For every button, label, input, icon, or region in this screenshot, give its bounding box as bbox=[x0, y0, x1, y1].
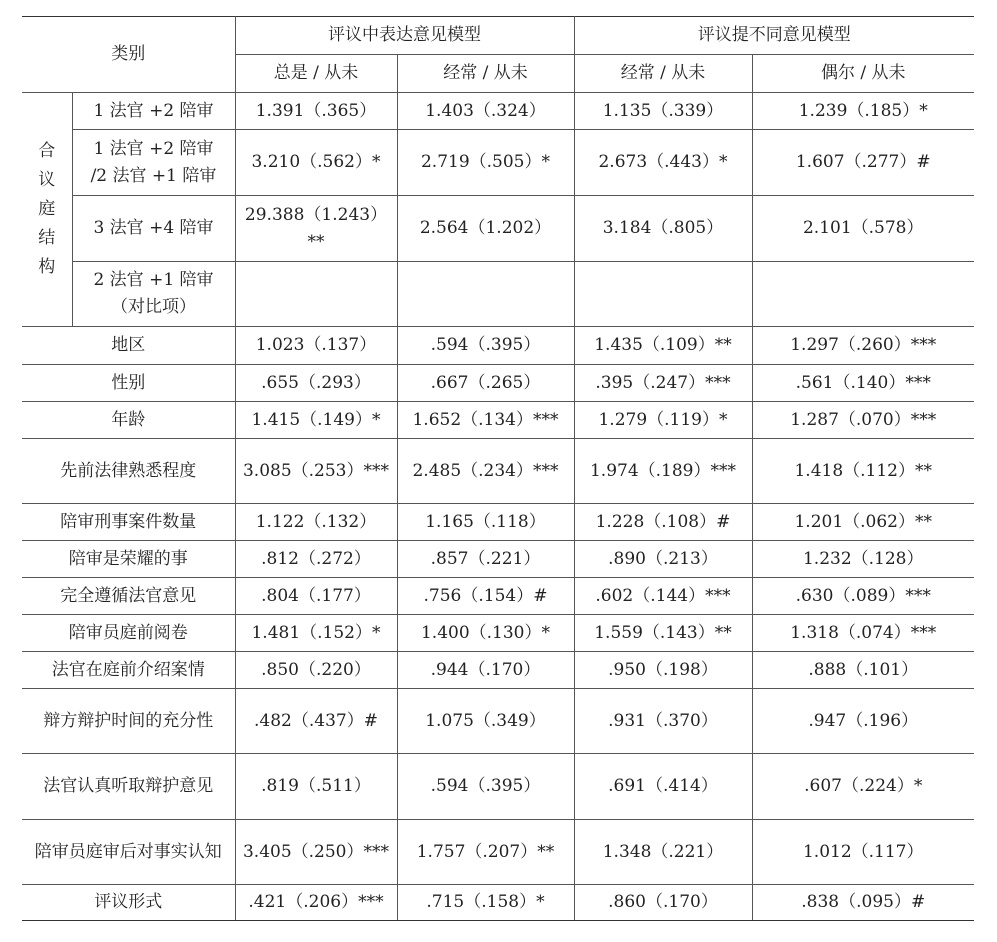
table-cell: .395（.247）*** bbox=[574, 365, 752, 402]
table-row bbox=[22, 689, 974, 754]
table-cell: .715（.158）* bbox=[397, 885, 574, 921]
table-row bbox=[22, 93, 974, 130]
row-label bbox=[72, 93, 235, 130]
table-cell: 1.201（.062）** bbox=[752, 504, 974, 541]
row-label: 完全遵循法官意见 bbox=[22, 578, 235, 615]
table-cell: .857（.221） bbox=[397, 541, 574, 578]
table-cell: .812（.272） bbox=[235, 541, 397, 578]
group-label-char: 庭 bbox=[38, 199, 56, 219]
group-label-char: 议 bbox=[38, 170, 56, 190]
row-label: 法官在庭前介绍案情 bbox=[22, 652, 235, 689]
row-label: 年龄 bbox=[22, 402, 235, 439]
table-cell: .594（.395） bbox=[397, 754, 574, 820]
table-cell: .931（.370） bbox=[574, 689, 752, 754]
table-cell: .756（.154）# bbox=[397, 578, 574, 615]
row-label: 先前法律熟悉程度 bbox=[22, 439, 235, 504]
table-cell: 3.405（.250）*** bbox=[235, 820, 397, 885]
table-cell: 1.415（.149）* bbox=[235, 402, 397, 439]
table-cell: 2.564（1.202） bbox=[397, 196, 574, 262]
row-label: 陪审员庭前阅卷 bbox=[22, 615, 235, 652]
table-row bbox=[22, 439, 974, 504]
table-cell: 1.652（.134）*** bbox=[397, 402, 574, 439]
table-cell: .607（.224）* bbox=[752, 754, 974, 820]
model-dissent-header: 评议提不同意见模型 bbox=[574, 17, 974, 55]
table-cell: .655（.293） bbox=[235, 365, 397, 402]
table-cell bbox=[397, 262, 574, 327]
group-label-char: 结 bbox=[38, 228, 56, 248]
row-label-line: 3 法官 +4 陪审 bbox=[93, 218, 214, 238]
table-cell: 1.559（.143）** bbox=[574, 615, 752, 652]
table-cell: 3.210（.562）* bbox=[235, 130, 397, 196]
table-cell: 29.388（1.243）** bbox=[235, 196, 397, 262]
table-cell: 1.481（.152）* bbox=[235, 615, 397, 652]
table-cell: 1.297（.260）*** bbox=[752, 327, 974, 365]
table-cell: 1.418（.112）** bbox=[752, 439, 974, 504]
table-cell: 1.135（.339） bbox=[574, 93, 752, 130]
table-cell: 1.012（.117） bbox=[752, 820, 974, 885]
table-cell: 1.435（.109）** bbox=[574, 327, 752, 365]
row-label: 陪审员庭审后对事实认知 bbox=[22, 820, 235, 885]
group-label-char: 构 bbox=[38, 257, 56, 277]
table-cell bbox=[752, 262, 974, 327]
group-label bbox=[22, 93, 72, 327]
table-cell: .667（.265） bbox=[397, 365, 574, 402]
table-row bbox=[22, 652, 974, 689]
table-row bbox=[22, 541, 974, 578]
row-label bbox=[72, 262, 235, 327]
table-cell bbox=[574, 262, 752, 327]
table-cell: .482（.437）# bbox=[235, 689, 397, 754]
table-cell: 1.165（.118） bbox=[397, 504, 574, 541]
table-cell: 1.757（.207）** bbox=[397, 820, 574, 885]
table-cell: 1.228（.108）# bbox=[574, 504, 752, 541]
table-row bbox=[22, 885, 974, 921]
table-cell: 1.239（.185）* bbox=[752, 93, 974, 130]
row-label: 地区 bbox=[22, 327, 235, 365]
row-label: 陪审刑事案件数量 bbox=[22, 504, 235, 541]
table-cell: 3.085（.253）*** bbox=[235, 439, 397, 504]
table-cell: 3.184（.805） bbox=[574, 196, 752, 262]
table-row bbox=[22, 365, 974, 402]
table-row bbox=[22, 504, 974, 541]
table-cell: 1.348（.221） bbox=[574, 820, 752, 885]
table-row bbox=[22, 615, 974, 652]
subheader-sometimes-never: 偶尔 / 从未 bbox=[752, 55, 974, 93]
table-row bbox=[22, 196, 974, 262]
table-cell: 1.023（.137） bbox=[235, 327, 397, 365]
table-cell: .860（.170） bbox=[574, 885, 752, 921]
row-label: 辩方辩护时间的充分性 bbox=[22, 689, 235, 754]
table-cell: .838（.095）# bbox=[752, 885, 974, 921]
table-cell: .421（.206）*** bbox=[235, 885, 397, 921]
table-cell: 1.391（.365） bbox=[235, 93, 397, 130]
row-label bbox=[72, 196, 235, 262]
table-cell: .890（.213） bbox=[574, 541, 752, 578]
model-expression-header: 评议中表达意见模型 bbox=[235, 17, 574, 55]
table-cell: .888（.101） bbox=[752, 652, 974, 689]
table-cell: .691（.414） bbox=[574, 754, 752, 820]
table-cell bbox=[235, 262, 397, 327]
table-cell: .944（.170） bbox=[397, 652, 574, 689]
subheader-always-never: 总是 / 从未 bbox=[235, 55, 397, 93]
row-label-line: （对比项） bbox=[111, 297, 196, 317]
table-cell: 2.101（.578） bbox=[752, 196, 974, 262]
group-label-char: 合 bbox=[38, 141, 56, 161]
row-label-line: 1 法官 +2 陪审 bbox=[93, 100, 214, 121]
table-cell: 1.403（.324） bbox=[397, 93, 574, 130]
table-cell: 2.719（.505）* bbox=[397, 130, 574, 196]
table-cell: .561（.140）*** bbox=[752, 365, 974, 402]
table-row bbox=[22, 262, 974, 327]
table-cell: 1.279（.119）* bbox=[574, 402, 752, 439]
header-row-models bbox=[22, 17, 974, 55]
row-label: 评议形式 bbox=[22, 885, 235, 921]
table-cell: 1.400（.130）* bbox=[397, 615, 574, 652]
table-row bbox=[22, 820, 974, 885]
table-cell: .630（.089）*** bbox=[752, 578, 974, 615]
table-cell: .594（.395） bbox=[397, 327, 574, 365]
table-cell: 1.287（.070）*** bbox=[752, 402, 974, 439]
regression-table bbox=[22, 16, 974, 921]
table-cell: 1.075（.349） bbox=[397, 689, 574, 754]
table-cell: .804（.177） bbox=[235, 578, 397, 615]
table-cell: 2.485（.234）*** bbox=[397, 439, 574, 504]
table-cell: .947（.196） bbox=[752, 689, 974, 754]
table-cell: .850（.220） bbox=[235, 652, 397, 689]
table-cell: .950（.198） bbox=[574, 652, 752, 689]
category-header: 类别 bbox=[22, 17, 235, 93]
row-label: 陪审是荣耀的事 bbox=[22, 541, 235, 578]
table-cell: 2.673（.443）* bbox=[574, 130, 752, 196]
table-row bbox=[22, 130, 974, 196]
table-cell: .602（.144）*** bbox=[574, 578, 752, 615]
row-label-line: 1 法官 +2 陪审 bbox=[93, 138, 214, 159]
subheader-often-never: 经常 / 从未 bbox=[397, 55, 574, 93]
table-cell: 1.232（.128） bbox=[752, 541, 974, 578]
table-cell: 1.974（.189）*** bbox=[574, 439, 752, 504]
table-cell: 1.318（.074）*** bbox=[752, 615, 974, 652]
subheader-often-never-2: 经常 / 从未 bbox=[574, 55, 752, 93]
row-label: 法官认真听取辩护意见 bbox=[22, 754, 235, 820]
table-row bbox=[22, 578, 974, 615]
table-row bbox=[22, 327, 974, 365]
table-row bbox=[22, 754, 974, 820]
row-label-line: 2 法官 +1 陪审 bbox=[93, 270, 214, 290]
row-label bbox=[72, 130, 235, 196]
table-cell: 1.122（.132） bbox=[235, 504, 397, 541]
table-cell: 1.607（.277）# bbox=[752, 130, 974, 196]
table-cell: .819（.511） bbox=[235, 754, 397, 820]
row-label-line: /2 法官 +1 陪审 bbox=[90, 165, 217, 186]
table-row bbox=[22, 402, 974, 439]
row-label: 性别 bbox=[22, 365, 235, 402]
